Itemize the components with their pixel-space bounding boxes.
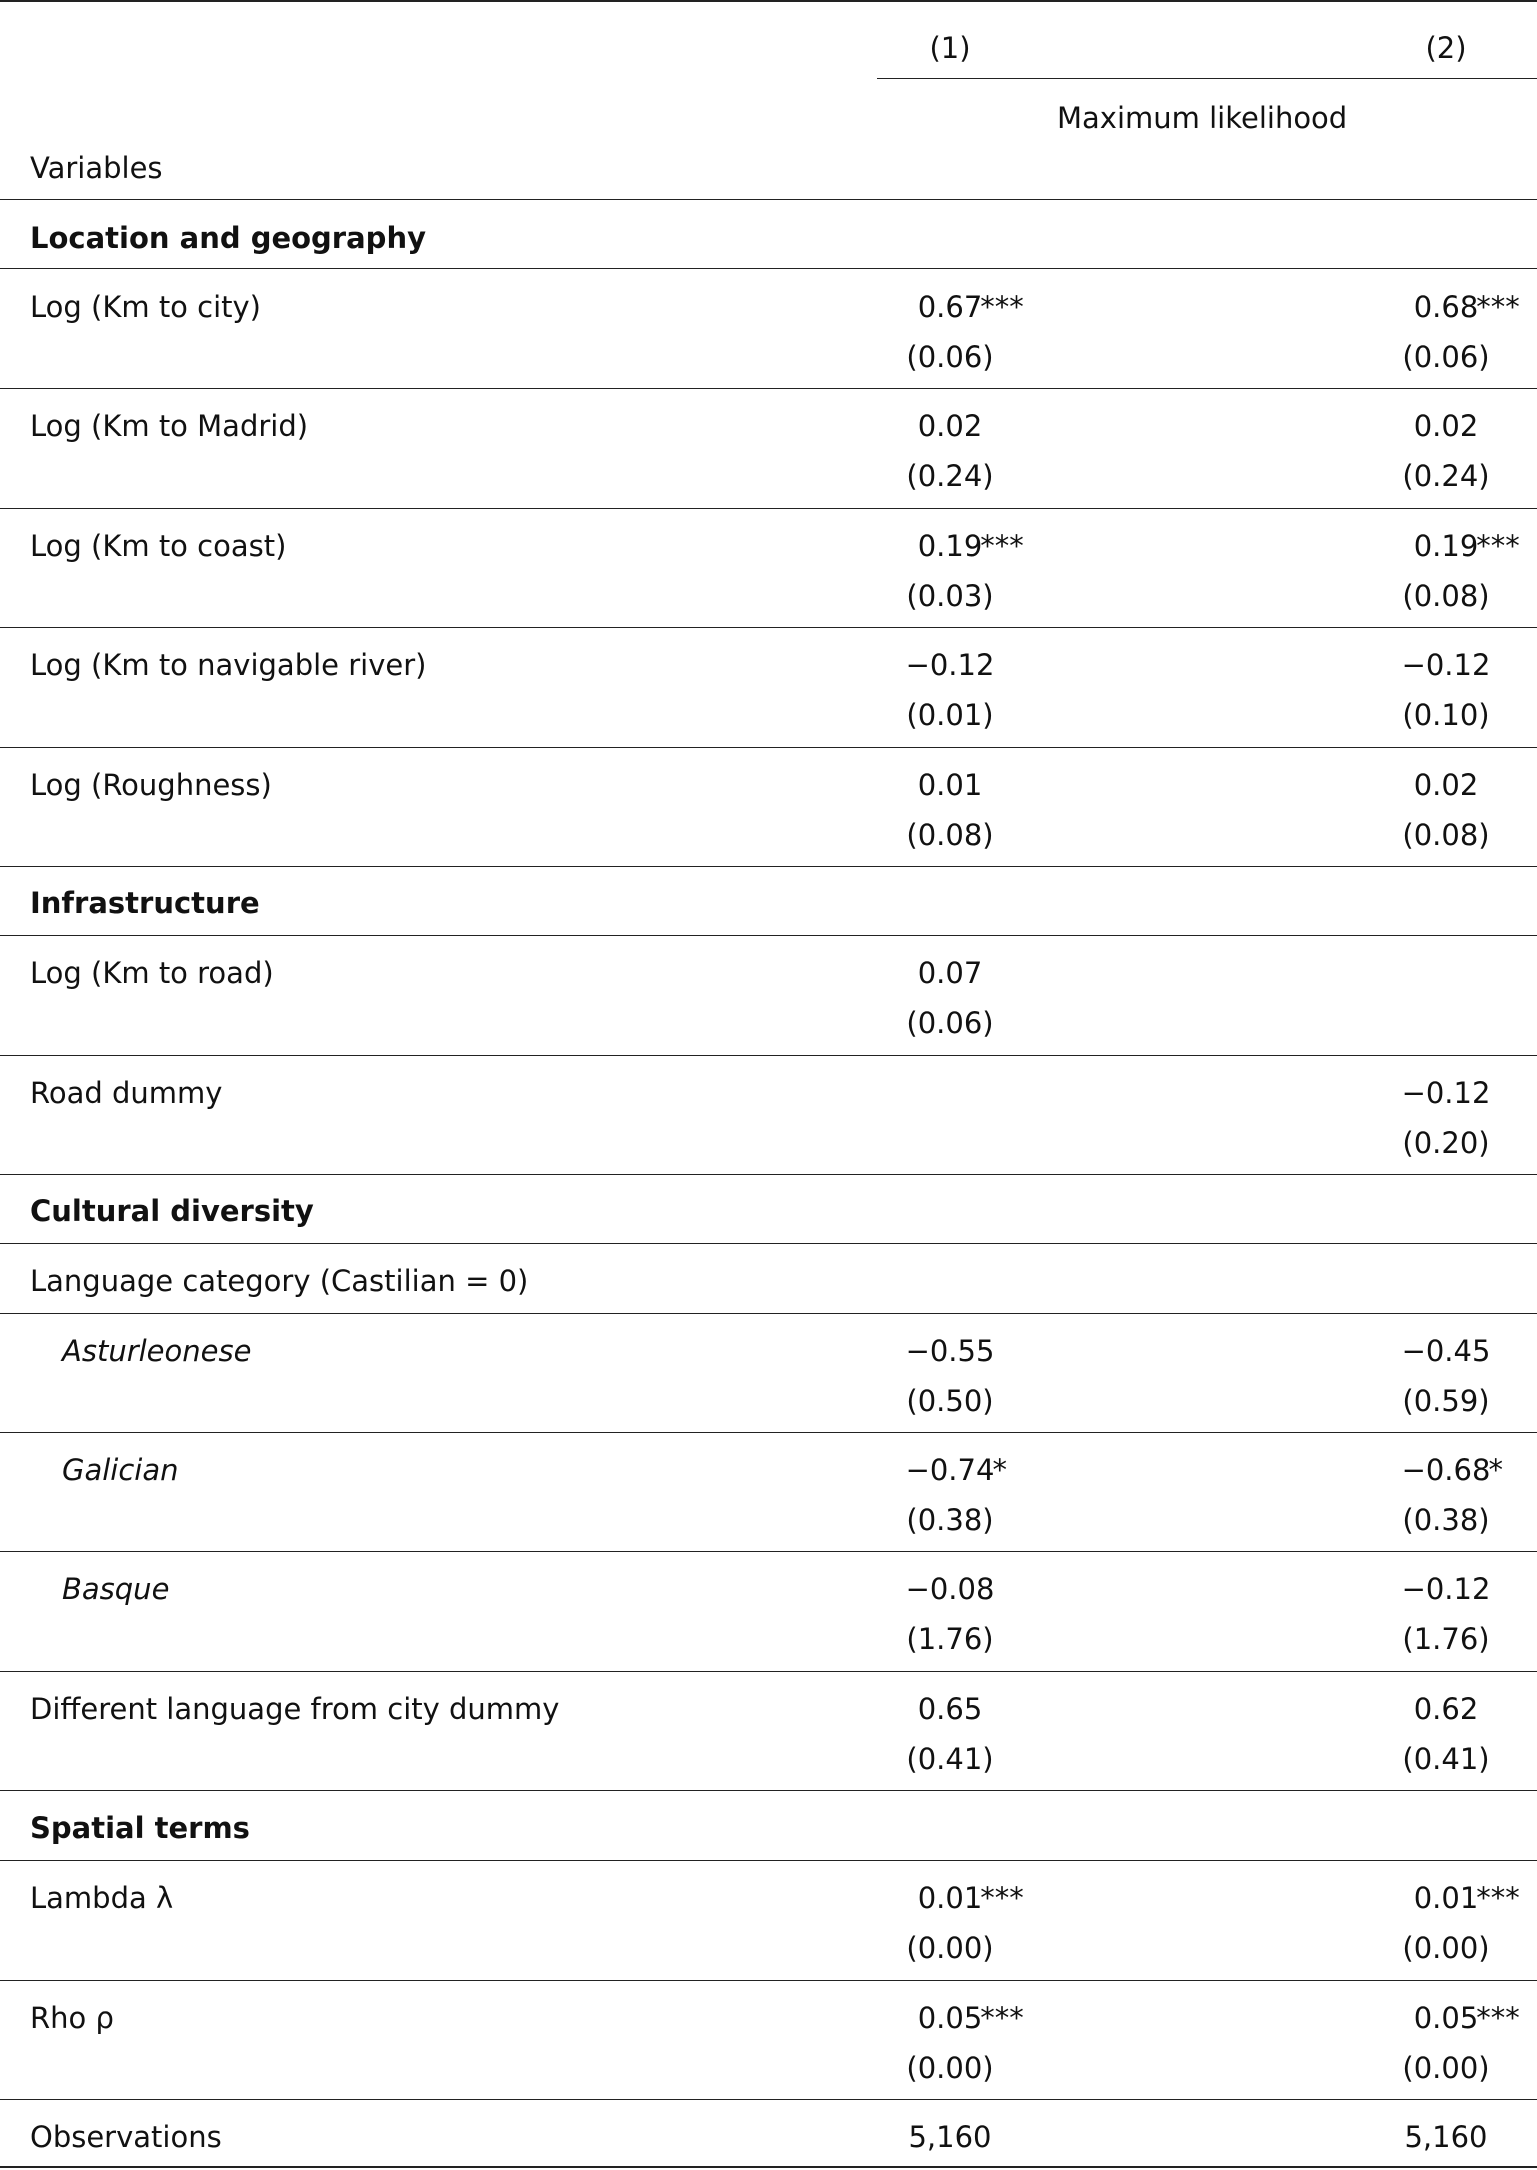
coef-c1-lambda: 0.01 *** xyxy=(917,1881,1024,1915)
row-divider xyxy=(0,1243,1537,1244)
coef-c2-km-to-madrid: 0.02 xyxy=(1413,409,1479,443)
bottom-rule xyxy=(0,2166,1537,2168)
se-c1-km-to-city: (0.06) xyxy=(906,340,994,374)
se-c1-roughness: (0.08) xyxy=(906,818,994,852)
se-c2-km-to-city: (0.06) xyxy=(1402,340,1490,374)
row-divider xyxy=(0,1055,1537,1056)
se-c1-galician: (0.38) xyxy=(906,1503,994,1537)
section-location-geography: Location and geography xyxy=(30,221,426,255)
row-divider xyxy=(0,268,1537,269)
coef-c1-galician: −0.74 * xyxy=(905,1453,1007,1487)
observations-c2: 5,160 xyxy=(1404,2120,1488,2154)
row-label-km-to-city: Log (Km to city) xyxy=(30,290,261,324)
se-c1-km-to-road: (0.06) xyxy=(906,1006,994,1040)
se-c2-basque: (1.76) xyxy=(1402,1622,1490,1656)
column-2-header: (2) xyxy=(1425,31,1467,65)
coef-c1-basque: −0.08 xyxy=(905,1572,995,1606)
section-infrastructure: Infrastructure xyxy=(30,886,260,920)
row-divider xyxy=(0,866,1537,867)
se-c2-km-to-madrid: (0.24) xyxy=(1402,459,1490,493)
coef-c2-km-to-city: 0.68 *** xyxy=(1413,290,1520,324)
coef-c1-km-to-madrid: 0.02 xyxy=(917,409,983,443)
row-divider xyxy=(0,747,1537,748)
row-label-roughness: Log (Roughness) xyxy=(30,768,272,802)
coef-c2-road-dummy: −0.12 xyxy=(1401,1076,1491,1110)
row-divider xyxy=(0,1432,1537,1433)
coef-c1-different-language: 0.65 xyxy=(917,1692,983,1726)
coef-c1-km-to-road: 0.07 xyxy=(917,956,983,990)
row-label-km-to-madrid: Log (Km to Madrid) xyxy=(30,409,309,443)
se-c1-km-to-madrid: (0.24) xyxy=(906,459,994,493)
row-label-lambda: Lambda λ xyxy=(30,1881,174,1915)
se-c2-lambda: (0.00) xyxy=(1402,1931,1490,1965)
row-label-km-to-coast: Log (Km to coast) xyxy=(30,529,287,563)
se-c1-lambda: (0.00) xyxy=(906,1931,994,1965)
top-rule xyxy=(0,0,1537,2)
se-c1-km-to-coast: (0.03) xyxy=(906,579,994,613)
coef-c2-roughness: 0.02 xyxy=(1413,768,1479,802)
se-c2-rho: (0.00) xyxy=(1402,2051,1490,2085)
column-1-header: (1) xyxy=(929,31,971,65)
row-label-galician: Galician xyxy=(62,1453,179,1487)
row-label-rho: Rho ρ xyxy=(30,2001,114,2035)
coef-c1-km-to-coast: 0.19 *** xyxy=(917,529,1024,563)
row-label-road-dummy: Road dummy xyxy=(30,1076,223,1110)
coef-c2-km-to-coast: 0.19 *** xyxy=(1413,529,1520,563)
row-label-basque: Basque xyxy=(62,1572,170,1606)
row-divider xyxy=(0,1980,1537,1981)
row-label-different-language: Different language from city dummy xyxy=(30,1692,560,1726)
coef-c2-lambda: 0.01 *** xyxy=(1413,1881,1520,1915)
se-c1-basque: (1.76) xyxy=(906,1622,994,1656)
section-spatial-terms: Spatial terms xyxy=(30,1811,250,1845)
row-divider xyxy=(0,935,1537,936)
coef-c2-rho: 0.05 *** xyxy=(1413,2001,1520,2035)
header-bottom-rule xyxy=(0,199,1537,200)
variables-header: Variables xyxy=(30,151,163,185)
se-c2-km-to-river: (0.10) xyxy=(1402,698,1490,732)
coef-c1-asturleonese: −0.55 xyxy=(905,1334,995,1368)
coef-c2-different-language: 0.62 xyxy=(1413,1692,1479,1726)
row-divider xyxy=(0,2099,1537,2100)
row-label-observations: Observations xyxy=(30,2120,222,2154)
row-divider xyxy=(0,1174,1537,1175)
se-c1-rho: (0.00) xyxy=(906,2051,994,2085)
method-header: Maximum likelihood xyxy=(1057,101,1348,135)
se-c2-galician: (0.38) xyxy=(1402,1503,1490,1537)
se-c1-km-to-river: (0.01) xyxy=(906,698,994,732)
coef-c2-km-to-river: −0.12 xyxy=(1401,648,1491,682)
se-c2-road-dummy: (0.20) xyxy=(1402,1126,1490,1160)
se-c2-km-to-coast: (0.08) xyxy=(1402,579,1490,613)
coef-c1-km-to-city: 0.67 *** xyxy=(917,290,1024,324)
se-c2-roughness: (0.08) xyxy=(1402,818,1490,852)
coef-c1-roughness: 0.01 xyxy=(917,768,983,802)
coef-c2-asturleonese: −0.45 xyxy=(1401,1334,1491,1368)
row-label-km-to-river: Log (Km to navigable river) xyxy=(30,648,427,682)
row-divider xyxy=(0,508,1537,509)
coef-c2-galician: −0.68 * xyxy=(1401,1453,1503,1487)
se-c2-different-language: (0.41) xyxy=(1402,1742,1490,1776)
row-divider xyxy=(0,1551,1537,1552)
significance-stars: *** xyxy=(1476,290,1520,324)
coef-c2-basque: −0.12 xyxy=(1401,1572,1491,1606)
coef-c1-rho: 0.05 *** xyxy=(917,2001,1024,2035)
row-label-asturleonese: Asturleonese xyxy=(62,1334,252,1368)
column-span-rule xyxy=(877,78,1537,79)
row-label-language-category: Language category (Castilian = 0) xyxy=(30,1264,529,1298)
row-divider xyxy=(0,1313,1537,1314)
se-c1-asturleonese: (0.50) xyxy=(906,1384,994,1418)
observations-c1: 5,160 xyxy=(908,2120,992,2154)
row-label-km-to-road: Log (Km to road) xyxy=(30,956,274,990)
row-divider xyxy=(0,1860,1537,1861)
row-divider xyxy=(0,627,1537,628)
significance-stars: *** xyxy=(980,290,1024,324)
row-divider xyxy=(0,388,1537,389)
row-divider xyxy=(0,1671,1537,1672)
coef-c1-km-to-river: −0.12 xyxy=(905,648,995,682)
se-c2-asturleonese: (0.59) xyxy=(1402,1384,1490,1418)
se-c1-different-language: (0.41) xyxy=(906,1742,994,1776)
row-divider xyxy=(0,1790,1537,1791)
section-cultural-diversity: Cultural diversity xyxy=(30,1194,314,1228)
